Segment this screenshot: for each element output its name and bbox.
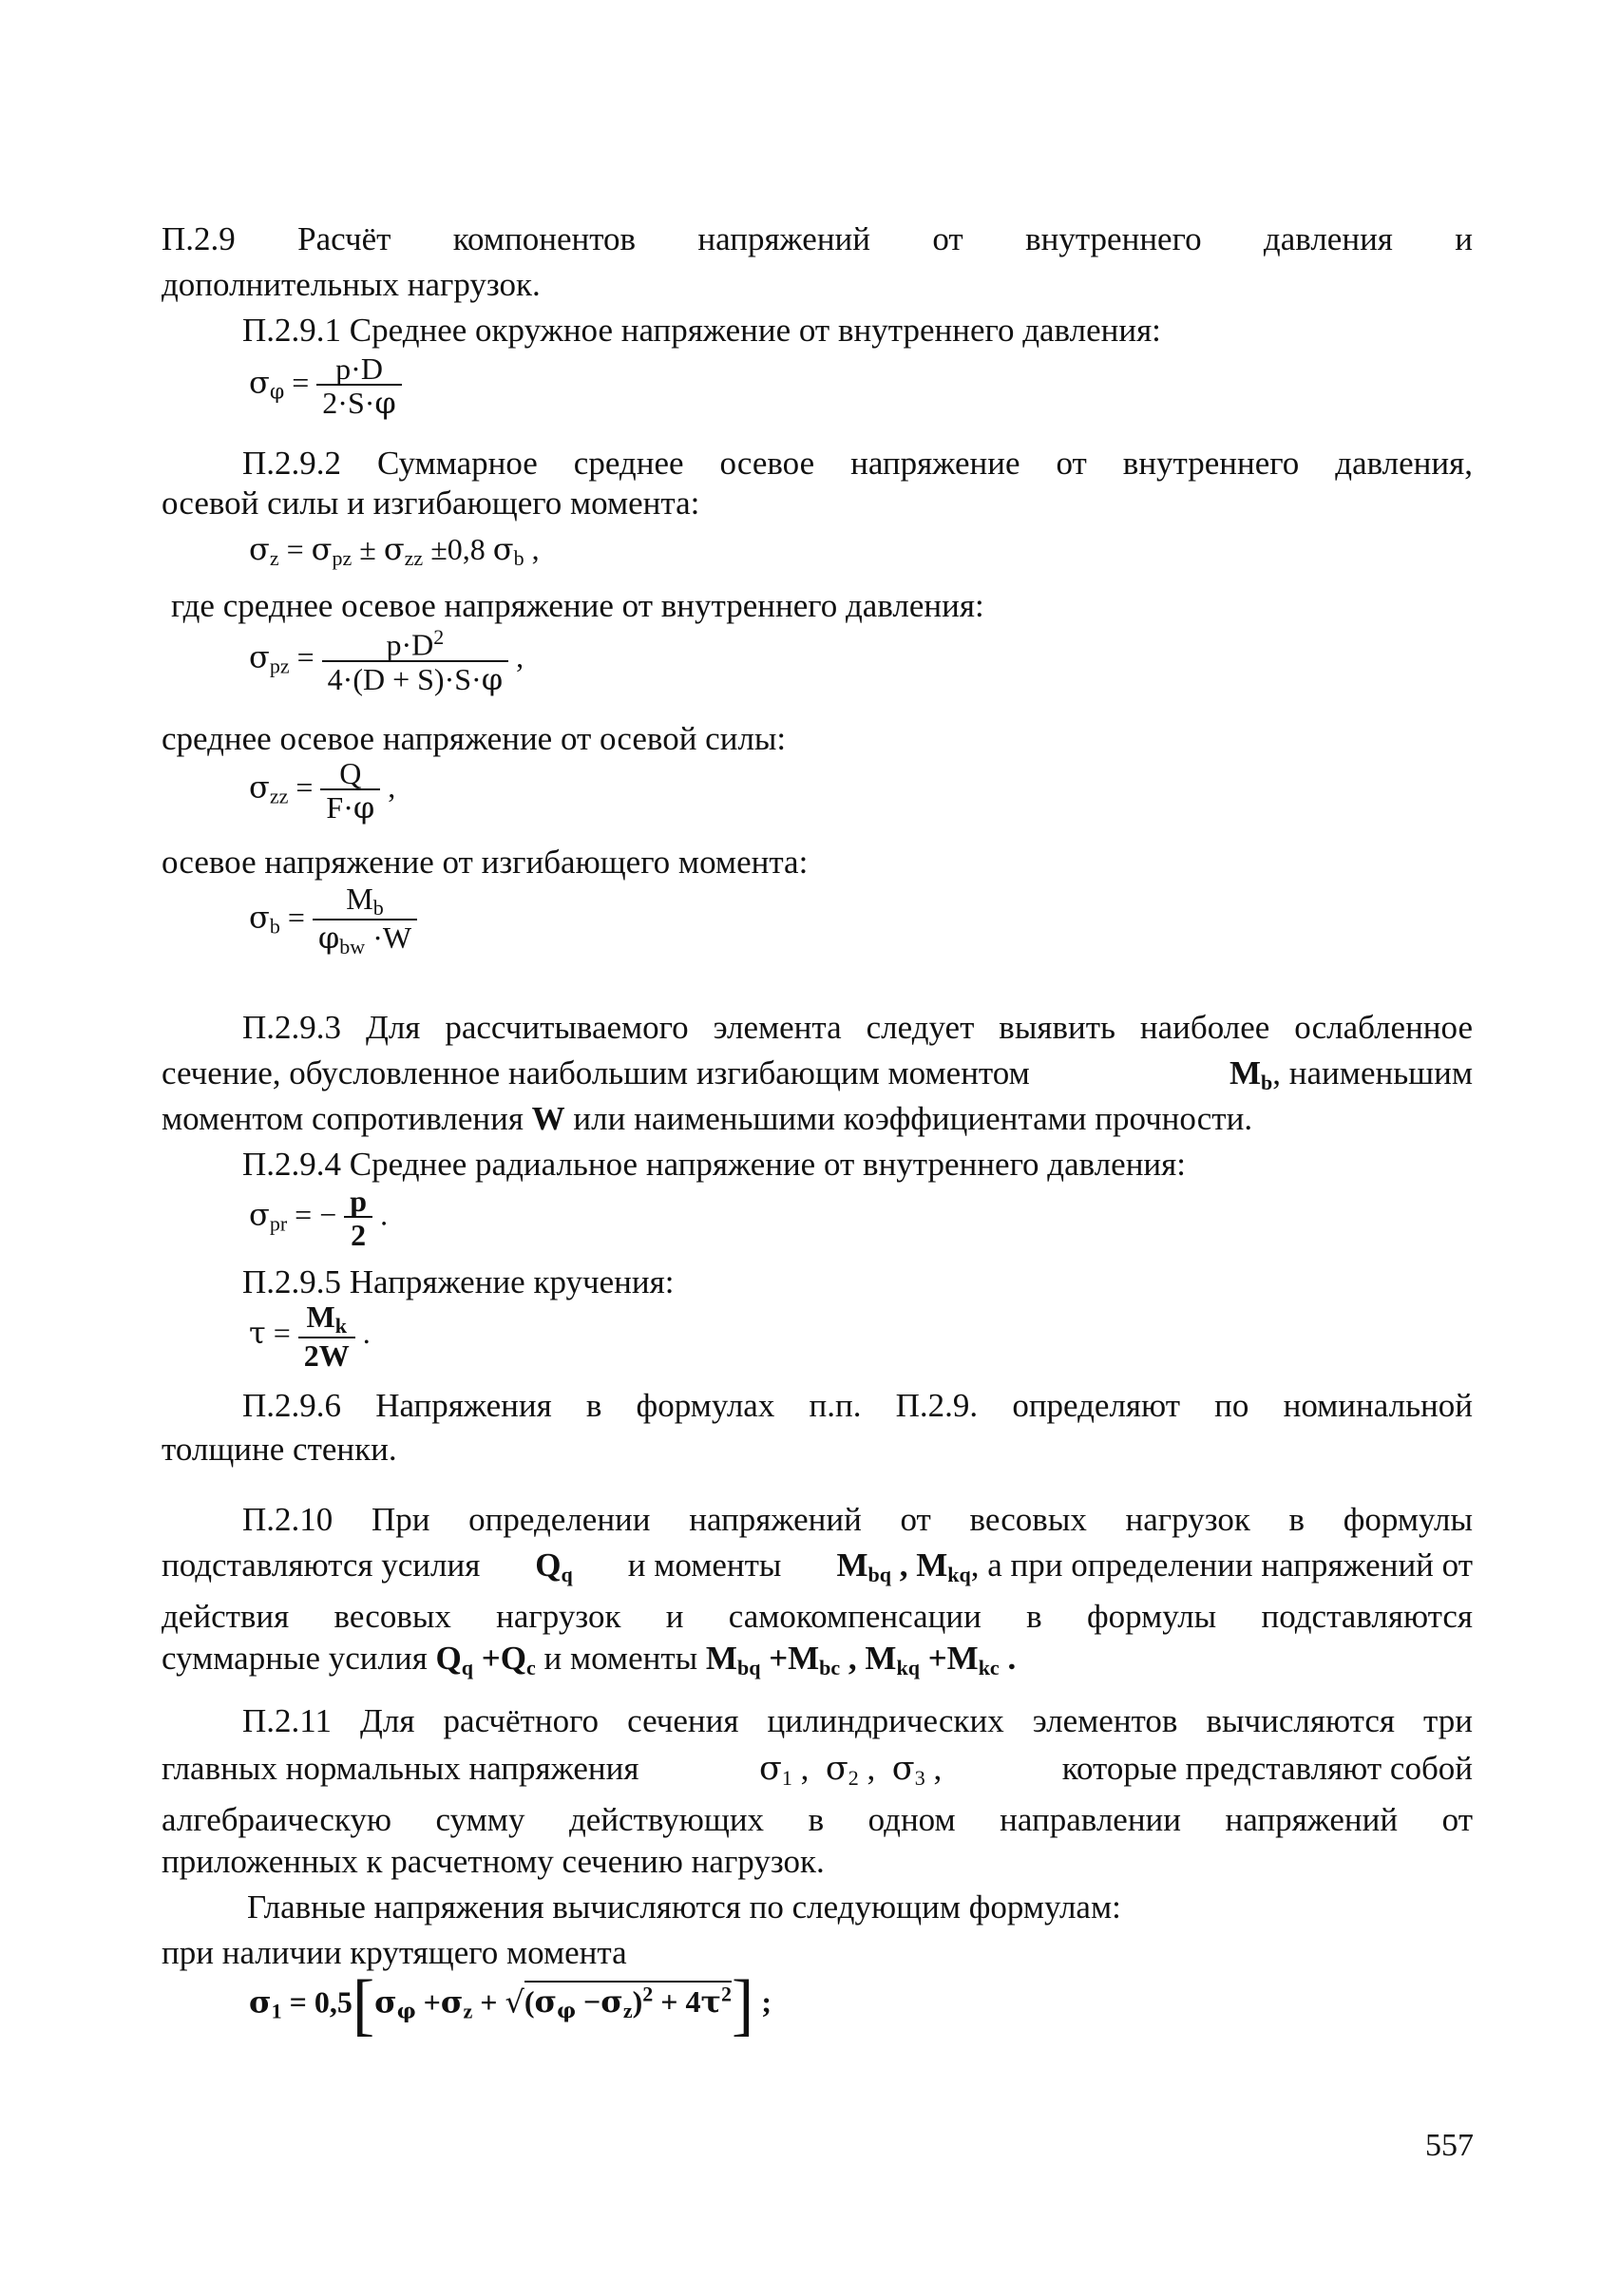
formula-hoop-stress: $\sigma_\varphi$ = $\frac{p\cdot D}{2\cdot S\cdot\varphi}$ (249, 353, 402, 418)
text: главных нормальных напряжения (162, 1750, 639, 1787)
para-2-9-6-line1: П.2.9.6 Напряжения в формулах п.п. П.2.9. определяют по номинальной (242, 1387, 1473, 1424)
text: которые представляют собой (1061, 1750, 1473, 1787)
page-number: 557 (1425, 2128, 1474, 2163)
text: суммарные усилия (162, 1640, 428, 1677)
formula-torsion: τ = $\frac{M_k}{2W}$ . (249, 1300, 371, 1373)
para-2-10-line1: П.2.10 При определении напряжений от весовых нагрузок в формулы (242, 1501, 1473, 1538)
text: или наименьшими коэффициентами прочности. (573, 1100, 1253, 1137)
para-where-pz: где среднее осевое напряжение от внутреннего давления: (171, 587, 984, 624)
formula-radial: $\sigma_{pr}$ = − $\frac{p}{2}$ . (249, 1184, 389, 1252)
text: , а при определении напряжений от (970, 1546, 1473, 1584)
para-2-9-1: П.2.9.1 Среднее окружное напряжение от внутреннего давления: (242, 312, 1161, 349)
para-2-9-2-line2: осевой силы и изгибающего момента: (162, 484, 700, 522)
text: сечение, обусловленное наибольшим изгибающим моментом (162, 1054, 1030, 1091)
text: и моменты (627, 1546, 782, 1584)
para-2-11-line4: приложенных к расчетному сечению нагрузок. (162, 1843, 825, 1880)
para-2-11-line3: алгебраическую сумму действующих в одном направлении напряжений от (162, 1801, 1473, 1838)
symbol-mbq-mkq: $M_{bq}$ , $M_{kq}$, а при определении напряжений от (836, 1546, 1473, 1586)
para-2-10-line4 (162, 1640, 1016, 1687)
text: и моменты (543, 1640, 698, 1677)
para-bending: осевое напряжение от изгибающего момента: (162, 844, 809, 881)
para-2-9-line2: дополнительных нагрузок. (162, 266, 541, 303)
para-2-9-3-line1: П.2.9.3 Для рассчитываемого элемента следует выявить наиболее ослабленное (242, 1009, 1473, 1046)
para-2-9-5: П.2.9.5 Напряжение кручения: (242, 1263, 675, 1300)
symbol-mb: $M_b$, наименьшим (1229, 1054, 1473, 1094)
para-2-9-6-line2: толщине стенки. (162, 1431, 397, 1468)
para-2-10-line3: действия весовых нагрузок и самокомпенсации в формулы подставляются (162, 1598, 1473, 1635)
text: , наименьшим (1272, 1054, 1473, 1091)
symbol-msum: $M_{bq} +M_{bc}$ , $M_{kq} +M_{kc}$ . (705, 1640, 1017, 1679)
formula-sigma1: $\sigma_1 = 0,5[\sigma_\varphi +\sigma_z + √(\sigma_\varphi -\sigma_z)^2 + 4\tau^2]$ ; (249, 1966, 772, 2043)
para-2-9-4: П.2.9.4 Среднее радиальное напряжение от внутреннего давления: (242, 1146, 1186, 1183)
symbol-qq: $Q_q$ (535, 1546, 573, 1586)
formula-sum-axial: $\sigma_z = \sigma_{pz} \pm \sigma_{zz} \pm 0,8$ $\sigma_b$ , (249, 531, 540, 570)
para-2-9-line1: П.2.9 Расчёт компонентов напряжений от внутреннего давления и (162, 220, 1473, 257)
para-2-9-2-line1: П.2.9.2 Суммарное среднее осевое напряжение от внутреннего давления, (242, 445, 1473, 482)
para-2-11-line1: П.2.11 Для расчётного сечения цилиндрических элементов вычисляются три (242, 1702, 1473, 1739)
para-axial-force: среднее осевое напряжение от осевой силы: (162, 720, 787, 757)
para-2-9-3-line2 (162, 1054, 1473, 1102)
symbol-w: W (531, 1100, 565, 1137)
para-principal: Главные напряжения вычисляются по следующим формулам: (247, 1888, 1121, 1926)
symbol-qsum: $Q_q +Q_c$ (435, 1640, 536, 1679)
formula-bending: $\sigma_b$ = $\frac{M_b}{\varphi_{bw} \cdot W}$ (249, 883, 417, 958)
para-2-11-line2 (162, 1750, 1473, 1797)
formula-zz: $\sigma_{zz}$ = $\frac{Q}{F\cdot\varphi}$ , (249, 756, 396, 825)
para-torque: при наличии крутящего момента (162, 1934, 627, 1971)
para-2-10-line2 (162, 1546, 1473, 1594)
symbol-sigmas: $\sigma_1$ , $\sigma_2$ , $\sigma_3$ , (758, 1750, 943, 1790)
text: моментом сопротивления (162, 1100, 524, 1137)
para-2-9-3-line3 (162, 1100, 1252, 1138)
text: подставляются усилия (162, 1546, 481, 1584)
formula-pz: $\sigma_{pz}$ = $\frac{p\cdot D^2}{4\cdot(D + S)\cdot S\cdot\varphi}$ , (249, 625, 524, 697)
